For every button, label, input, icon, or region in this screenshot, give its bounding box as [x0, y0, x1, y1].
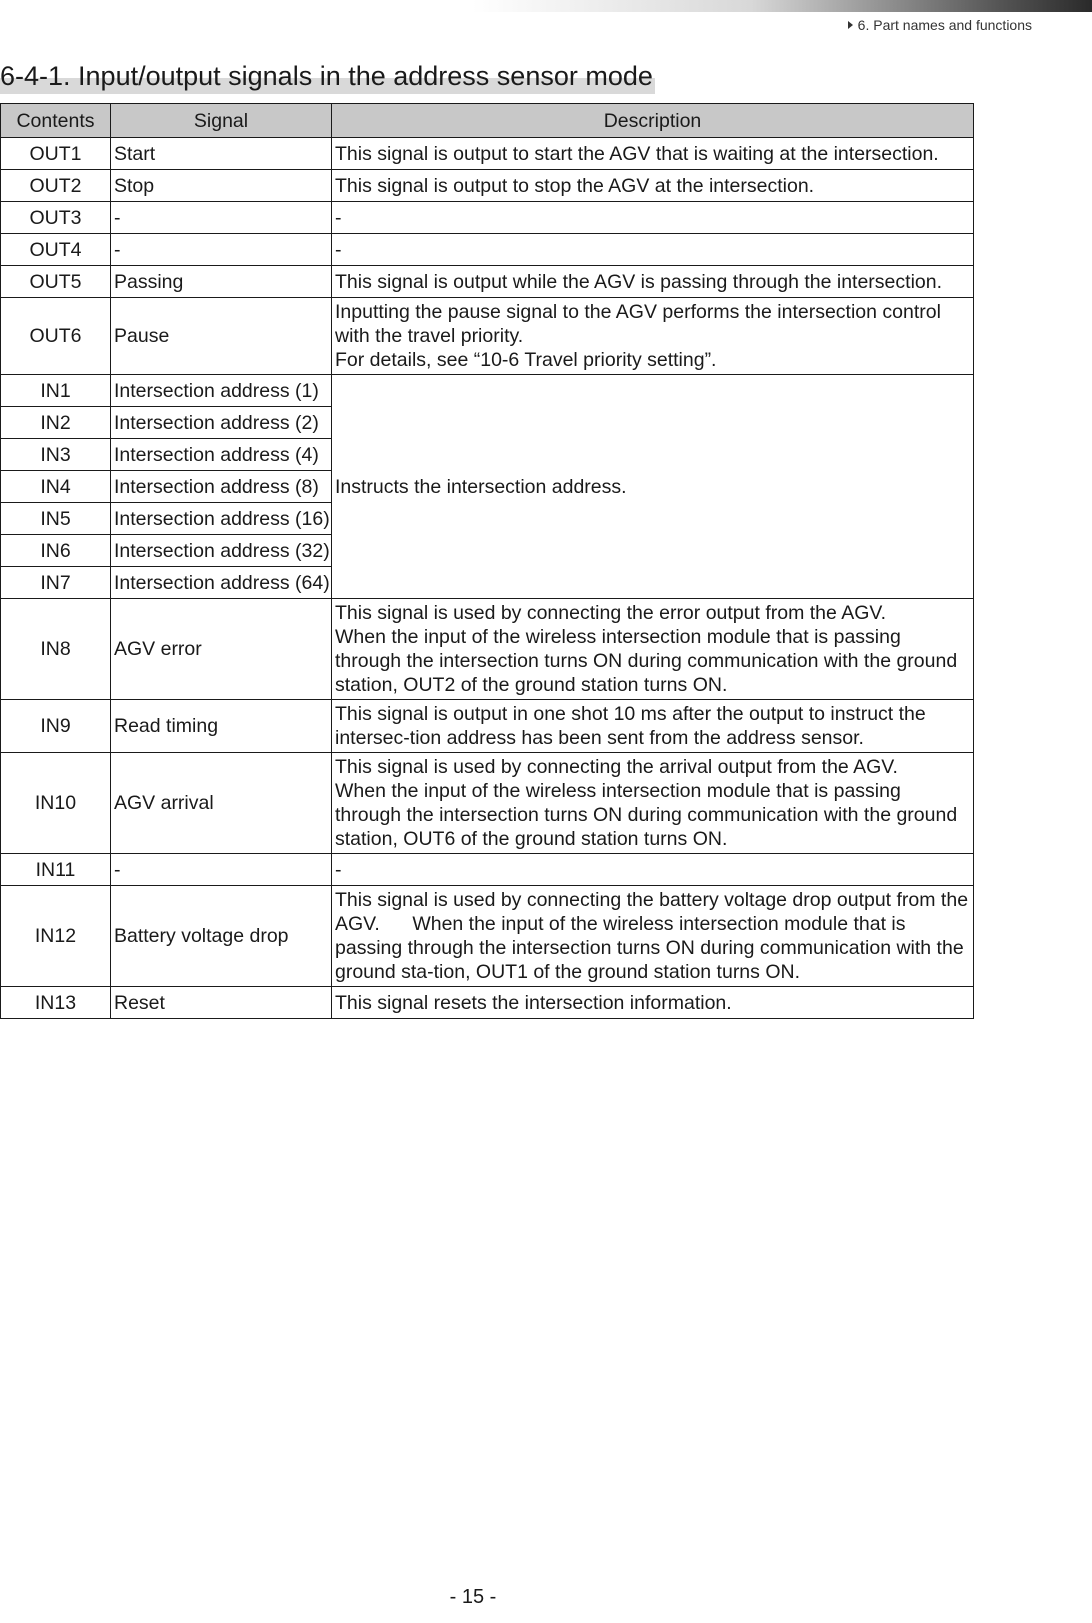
description-line: This signal is output to start the AGV that is waiting at the intersection.	[335, 142, 939, 165]
table-row	[1, 170, 974, 202]
cell-signal: Pause	[111, 298, 332, 375]
table-row	[1, 234, 974, 266]
cell-signal: Stop	[111, 170, 332, 202]
cell-signal: Intersection address (2)	[111, 407, 332, 439]
column-header-signal: Signal	[111, 104, 332, 138]
description-line: -	[335, 858, 342, 881]
cell-signal: -	[111, 234, 332, 266]
cell-contents: IN3	[1, 439, 111, 471]
breadcrumb	[848, 17, 1032, 33]
cell-description	[332, 886, 974, 987]
cell-description-merged: Instructs the intersection address.	[332, 375, 974, 599]
cell-description	[332, 753, 974, 854]
header-gradient-bar	[472, 0, 1092, 12]
cell-signal: -	[111, 202, 332, 234]
cell-signal: Start	[111, 138, 332, 170]
section-title: 6-4-1. Input/output signals in the address sensor mode	[0, 58, 655, 94]
cell-signal: Intersection address (8)	[111, 471, 332, 503]
cell-description	[332, 700, 974, 753]
table-row	[1, 375, 974, 407]
cell-signal: AGV arrival	[111, 753, 332, 854]
cell-contents: IN2	[1, 407, 111, 439]
cell-contents: IN13	[1, 987, 111, 1019]
cell-contents: OUT1	[1, 138, 111, 170]
breadcrumb-label: 6. Part names and functions	[857, 17, 1032, 33]
cell-signal: AGV error	[111, 599, 332, 700]
table-row	[1, 700, 974, 753]
column-header-contents: Contents	[1, 104, 111, 138]
cell-signal: Battery voltage drop	[111, 886, 332, 987]
description-line: This signal is used by connecting the arrival output from the AGV.	[335, 756, 898, 778]
cell-contents: IN8	[1, 599, 111, 700]
description-line: -	[335, 238, 342, 261]
cell-description	[332, 854, 974, 886]
description-line: When the input of the wireless intersection module that is passing through the intersection turns ON during communication with the ground station, OUT2 of the ground station turns ON.	[335, 626, 958, 696]
description-line: This signal is used by connecting the battery voltage drop output from the AGV. When the input of the wireless intersection module that is passing through the intersection turns ON during communication with the ground sta-tion, OUT1 of the ground station turns ON.	[335, 889, 973, 983]
cell-signal: Intersection address (16)	[111, 503, 332, 535]
cell-signal: Read timing	[111, 700, 332, 753]
page-number: - 15 -	[449, 1586, 497, 1608]
description-line: Inputting the pause signal to the AGV performs the intersection control with the travel priority.	[335, 301, 941, 347]
cell-description	[332, 266, 974, 298]
description-line: This signal is output in one shot 10 ms after the output to instruct the intersec-tion address has been sent from the address sensor.	[335, 703, 926, 749]
cell-description	[332, 987, 974, 1019]
description-line: This signal is used by connecting the error output from the AGV.	[335, 602, 886, 624]
table-row	[1, 266, 974, 298]
table-row	[1, 854, 974, 886]
cell-signal: Intersection address (4)	[111, 439, 332, 471]
column-header-description: Description	[332, 104, 974, 138]
cell-description	[332, 170, 974, 202]
description-line: For details, see “10-6 Travel priority setting”.	[335, 349, 717, 371]
cell-description	[332, 599, 974, 700]
cell-contents: OUT3	[1, 202, 111, 234]
cell-contents: IN10	[1, 753, 111, 854]
description-line: This signal is output to stop the AGV at the intersection.	[335, 174, 815, 197]
table-row	[1, 886, 974, 987]
cell-signal: Passing	[111, 266, 332, 298]
cell-contents: OUT4	[1, 234, 111, 266]
cell-contents: IN12	[1, 886, 111, 987]
cell-description	[332, 234, 974, 266]
table-row	[1, 599, 974, 700]
cell-signal: Intersection address (1)	[111, 375, 332, 407]
cell-contents: IN1	[1, 375, 111, 407]
cell-description	[332, 138, 974, 170]
cell-signal: Reset	[111, 987, 332, 1019]
cell-contents: IN4	[1, 471, 111, 503]
cell-signal: Intersection address (32)	[111, 535, 332, 567]
cell-contents: OUT6	[1, 298, 111, 375]
description-line: When the input of the wireless intersection module that is passing through the intersection turns ON during communication with the ground station, OUT6 of the ground station turns ON.	[335, 780, 958, 850]
cell-description	[332, 298, 974, 375]
description-line: This signal is output while the AGV is passing through the intersection.	[335, 270, 943, 293]
triangle-bullet-icon	[848, 21, 853, 29]
cell-contents: OUT2	[1, 170, 111, 202]
table-row	[1, 202, 974, 234]
cell-contents: IN11	[1, 854, 111, 886]
table-header-row	[1, 104, 974, 138]
description-line: -	[335, 206, 342, 229]
cell-contents: IN5	[1, 503, 111, 535]
cell-contents: IN9	[1, 700, 111, 753]
signals-table	[0, 103, 974, 1019]
cell-contents: IN6	[1, 535, 111, 567]
cell-contents: OUT5	[1, 266, 111, 298]
table-row	[1, 753, 974, 854]
description-line: This signal resets the intersection information.	[335, 991, 732, 1014]
table-row	[1, 298, 974, 375]
cell-description	[332, 202, 974, 234]
cell-signal: -	[111, 854, 332, 886]
cell-contents: IN7	[1, 567, 111, 599]
cell-signal: Intersection address (64)	[111, 567, 332, 599]
table-row	[1, 987, 974, 1019]
table-row	[1, 138, 974, 170]
